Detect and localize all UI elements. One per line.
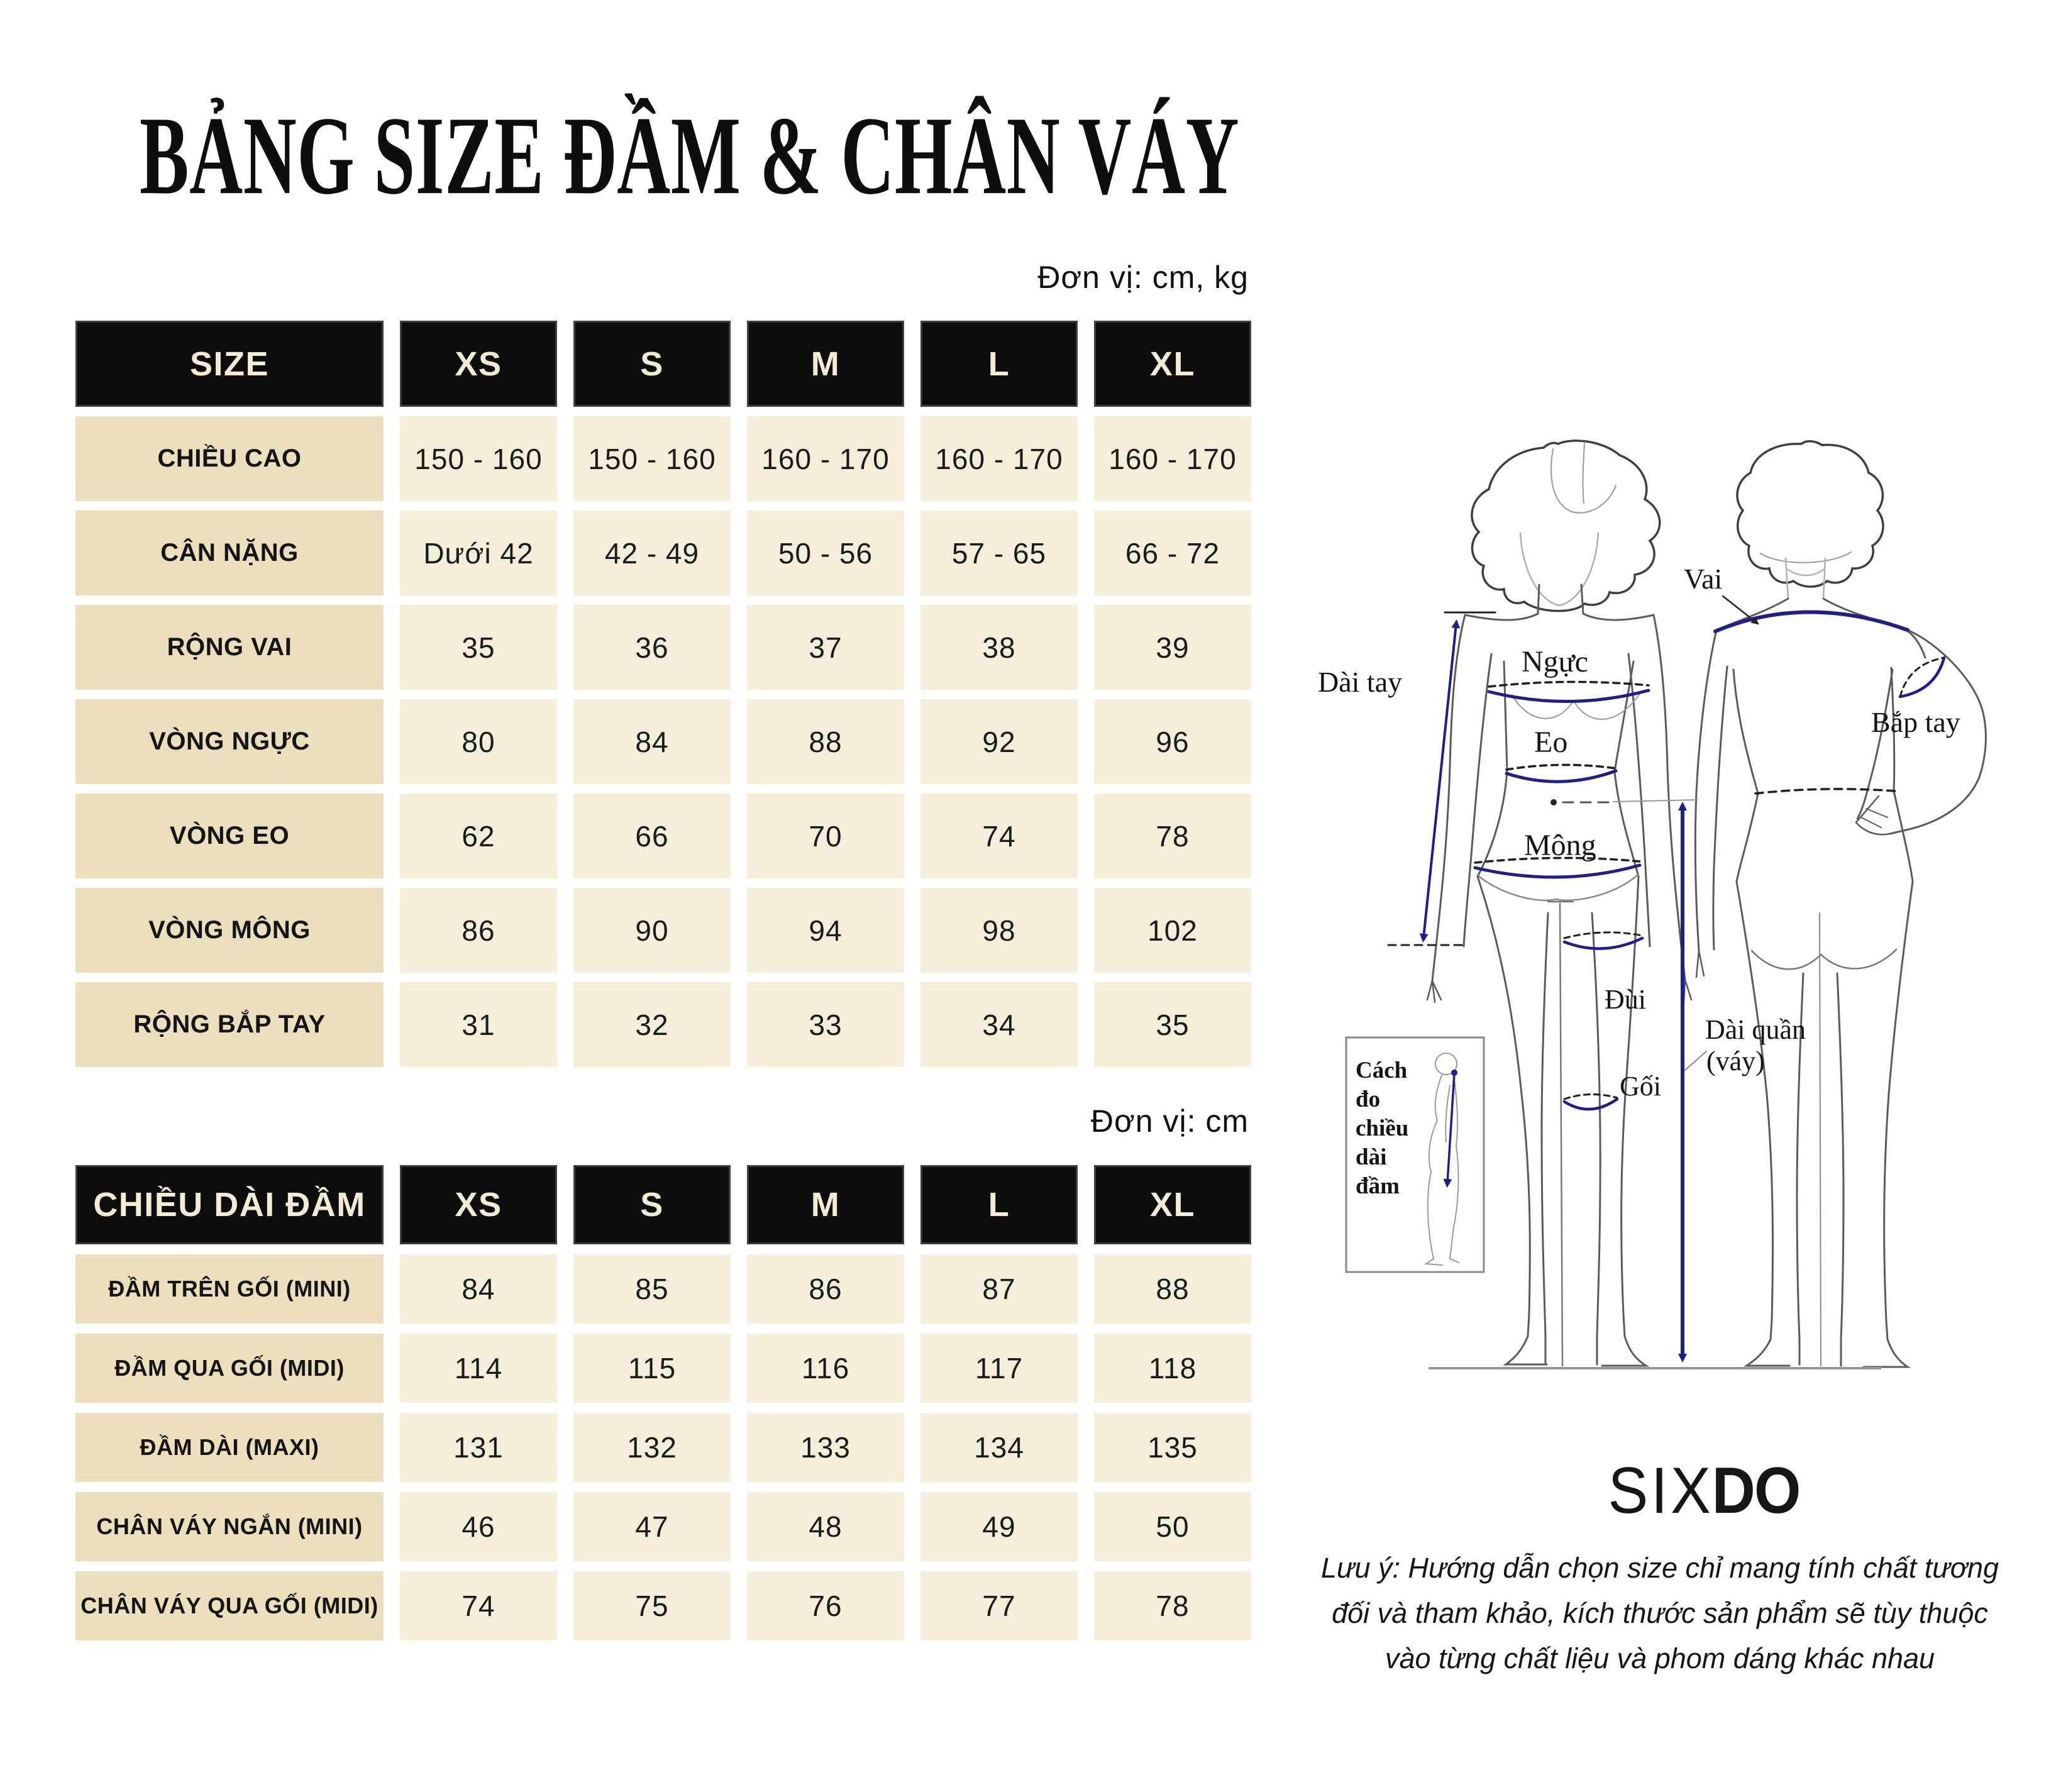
table-cell: 77 — [920, 1571, 1078, 1640]
disclaimer-line: Lưu ý: Hướng dẫn chọn size chỉ mang tính chất tương — [1320, 1552, 1999, 1584]
table-cell: 86 — [400, 888, 557, 973]
row-label: RỘNG BẮP TAY — [75, 982, 384, 1067]
inset-caption-line: đầm — [1356, 1173, 1400, 1199]
table-cell: 150 - 160 — [400, 416, 557, 501]
column-header: XL — [1094, 321, 1251, 407]
row-label: CÂN NẶNG — [75, 511, 384, 595]
column-header: L — [920, 1165, 1078, 1244]
table-cell: 46 — [400, 1492, 557, 1561]
brand-logo-six: SIX — [1608, 1454, 1714, 1527]
table-cell: 92 — [920, 699, 1078, 784]
column-header: XS — [400, 1165, 557, 1244]
table-cell: 160 - 170 — [1094, 416, 1251, 501]
row-label: CHÂN VÁY NGẮN (MINI) — [75, 1492, 384, 1561]
table-cell: 35 — [1094, 982, 1251, 1067]
unit-note-cm-kg: Đơn vị: cm, kg — [1037, 260, 1249, 295]
disclaimer-line: vào từng chất liệu và phom dáng khác nhau — [1384, 1642, 1935, 1674]
label-chest: Ngực — [1522, 645, 1588, 678]
table-cell: 35 — [400, 605, 557, 690]
column-header: S — [573, 1165, 731, 1244]
table-cell: 70 — [747, 794, 904, 878]
table-cell: 94 — [747, 888, 904, 973]
label-shoulder: Vai — [1684, 563, 1723, 595]
row-label: CHIỀU CAO — [75, 416, 384, 501]
table-cell: Dưới 42 — [400, 511, 557, 595]
body-measurement-diagram — [1289, 402, 2056, 1383]
unit-note-cm: Đơn vị: cm — [1090, 1103, 1249, 1139]
column-header: XL — [1094, 1165, 1251, 1244]
table-cell: 88 — [1094, 1254, 1251, 1324]
table-cell: 33 — [747, 982, 904, 1067]
table-cell: 38 — [920, 605, 1078, 690]
table-cell: 48 — [747, 1492, 904, 1561]
table-cell: 160 - 170 — [747, 416, 904, 501]
table-cell: 50 - 56 — [747, 511, 904, 595]
table-cell: 117 — [920, 1334, 1078, 1403]
table-cell: 75 — [573, 1571, 731, 1640]
label-knee: Gối — [1620, 1071, 1661, 1102]
row-label: VÒNG MÔNG — [75, 888, 384, 973]
row-label: ĐẦM QUA GỐI (MIDI) — [75, 1334, 384, 1403]
table-cell: 42 - 49 — [573, 511, 731, 595]
table-cell: 66 - 72 — [1094, 511, 1251, 595]
table-cell: 74 — [920, 794, 1078, 878]
table-cell: 90 — [573, 888, 731, 973]
row-label: VÒNG NGỰC — [75, 699, 384, 784]
label-hip: Mông — [1524, 829, 1596, 862]
table-cell: 50 — [1094, 1492, 1251, 1561]
table-cell: 102 — [1094, 888, 1251, 973]
label-skirt-length-1: Dài quần — [1705, 1014, 1806, 1045]
disclaimer-line: đối và tham khảo, kích thước sản phẩm sẽ tùy thuộc — [1332, 1597, 1988, 1629]
inset-caption-line: đo — [1356, 1087, 1381, 1112]
size-table — [75, 321, 1251, 1067]
label-skirt-length-2: (váy) — [1706, 1046, 1765, 1076]
table-cell: 116 — [747, 1334, 904, 1403]
brand-logo — [1542, 1454, 1865, 1529]
inset-caption-line: chiều — [1356, 1115, 1409, 1141]
label-bicep: Bắp tay — [1871, 706, 1960, 738]
table-cell: 62 — [400, 794, 557, 878]
table-cell: 114 — [400, 1334, 557, 1403]
table-cell: 36 — [573, 605, 731, 690]
column-header: SIZE — [75, 321, 384, 407]
table-cell: 78 — [1094, 794, 1251, 878]
table-cell: 47 — [573, 1492, 731, 1561]
length-table — [75, 1165, 1251, 1640]
row-label: RỘNG VAI — [75, 605, 384, 690]
column-header: CHIỀU DÀI ĐẦM — [75, 1165, 384, 1244]
table-cell: 66 — [573, 794, 731, 878]
table-cell: 98 — [920, 888, 1078, 973]
table-cell: 86 — [747, 1254, 904, 1324]
label-waist: Eo — [1534, 726, 1568, 759]
table-cell: 131 — [400, 1413, 557, 1482]
back-figure-sketch — [1695, 441, 1986, 1367]
table-cell: 115 — [573, 1334, 731, 1403]
inset-caption-line: Cách — [1356, 1058, 1408, 1083]
table-cell: 74 — [400, 1571, 557, 1640]
table-cell: 150 - 160 — [573, 416, 731, 501]
inset-caption-line: dài — [1356, 1144, 1387, 1170]
table-cell: 87 — [920, 1254, 1078, 1324]
column-header: S — [573, 321, 731, 407]
table-cell: 132 — [573, 1413, 731, 1482]
label-arm-length: Dài tay — [1318, 666, 1403, 698]
table-cell: 49 — [920, 1492, 1078, 1561]
table-cell: 32 — [573, 982, 731, 1067]
table-cell: 39 — [1094, 605, 1251, 690]
size-guide-disclaimer — [1320, 1546, 1999, 1681]
row-label: CHÂN VÁY QUA GỐI (MIDI) — [75, 1571, 384, 1640]
row-label: ĐẦM DÀI (MAXI) — [75, 1413, 384, 1482]
table-cell: 31 — [400, 982, 557, 1067]
table-cell: 84 — [400, 1254, 557, 1324]
table-cell: 135 — [1094, 1413, 1251, 1482]
page-title: BẢNG SIZE ĐẦM & CHÂN VÁY — [140, 94, 1240, 218]
table-cell: 133 — [747, 1413, 904, 1482]
table-cell: 78 — [1094, 1571, 1251, 1640]
table-cell: 76 — [747, 1571, 904, 1640]
brand-logo-do: DO — [1711, 1454, 1800, 1527]
column-header: M — [747, 1165, 904, 1244]
row-label: VÒNG EO — [75, 794, 384, 878]
table-cell: 37 — [747, 605, 904, 690]
table-cell: 85 — [573, 1254, 731, 1324]
table-cell: 160 - 170 — [920, 416, 1078, 501]
column-header: L — [920, 321, 1078, 407]
table-cell: 80 — [400, 699, 557, 784]
column-header: M — [747, 321, 904, 407]
column-header: XS — [400, 321, 557, 407]
inset-how-to-measure — [1346, 1037, 1484, 1272]
table-cell: 57 - 65 — [920, 511, 1078, 595]
table-cell: 118 — [1094, 1334, 1251, 1403]
row-label: ĐẦM TRÊN GỐI (MINI) — [75, 1254, 384, 1324]
label-thigh: Đùi — [1605, 984, 1646, 1015]
table-cell: 84 — [573, 699, 731, 784]
table-cell: 134 — [920, 1413, 1078, 1482]
table-cell: 96 — [1094, 699, 1251, 784]
table-cell: 88 — [747, 699, 904, 784]
table-cell: 34 — [920, 982, 1078, 1067]
